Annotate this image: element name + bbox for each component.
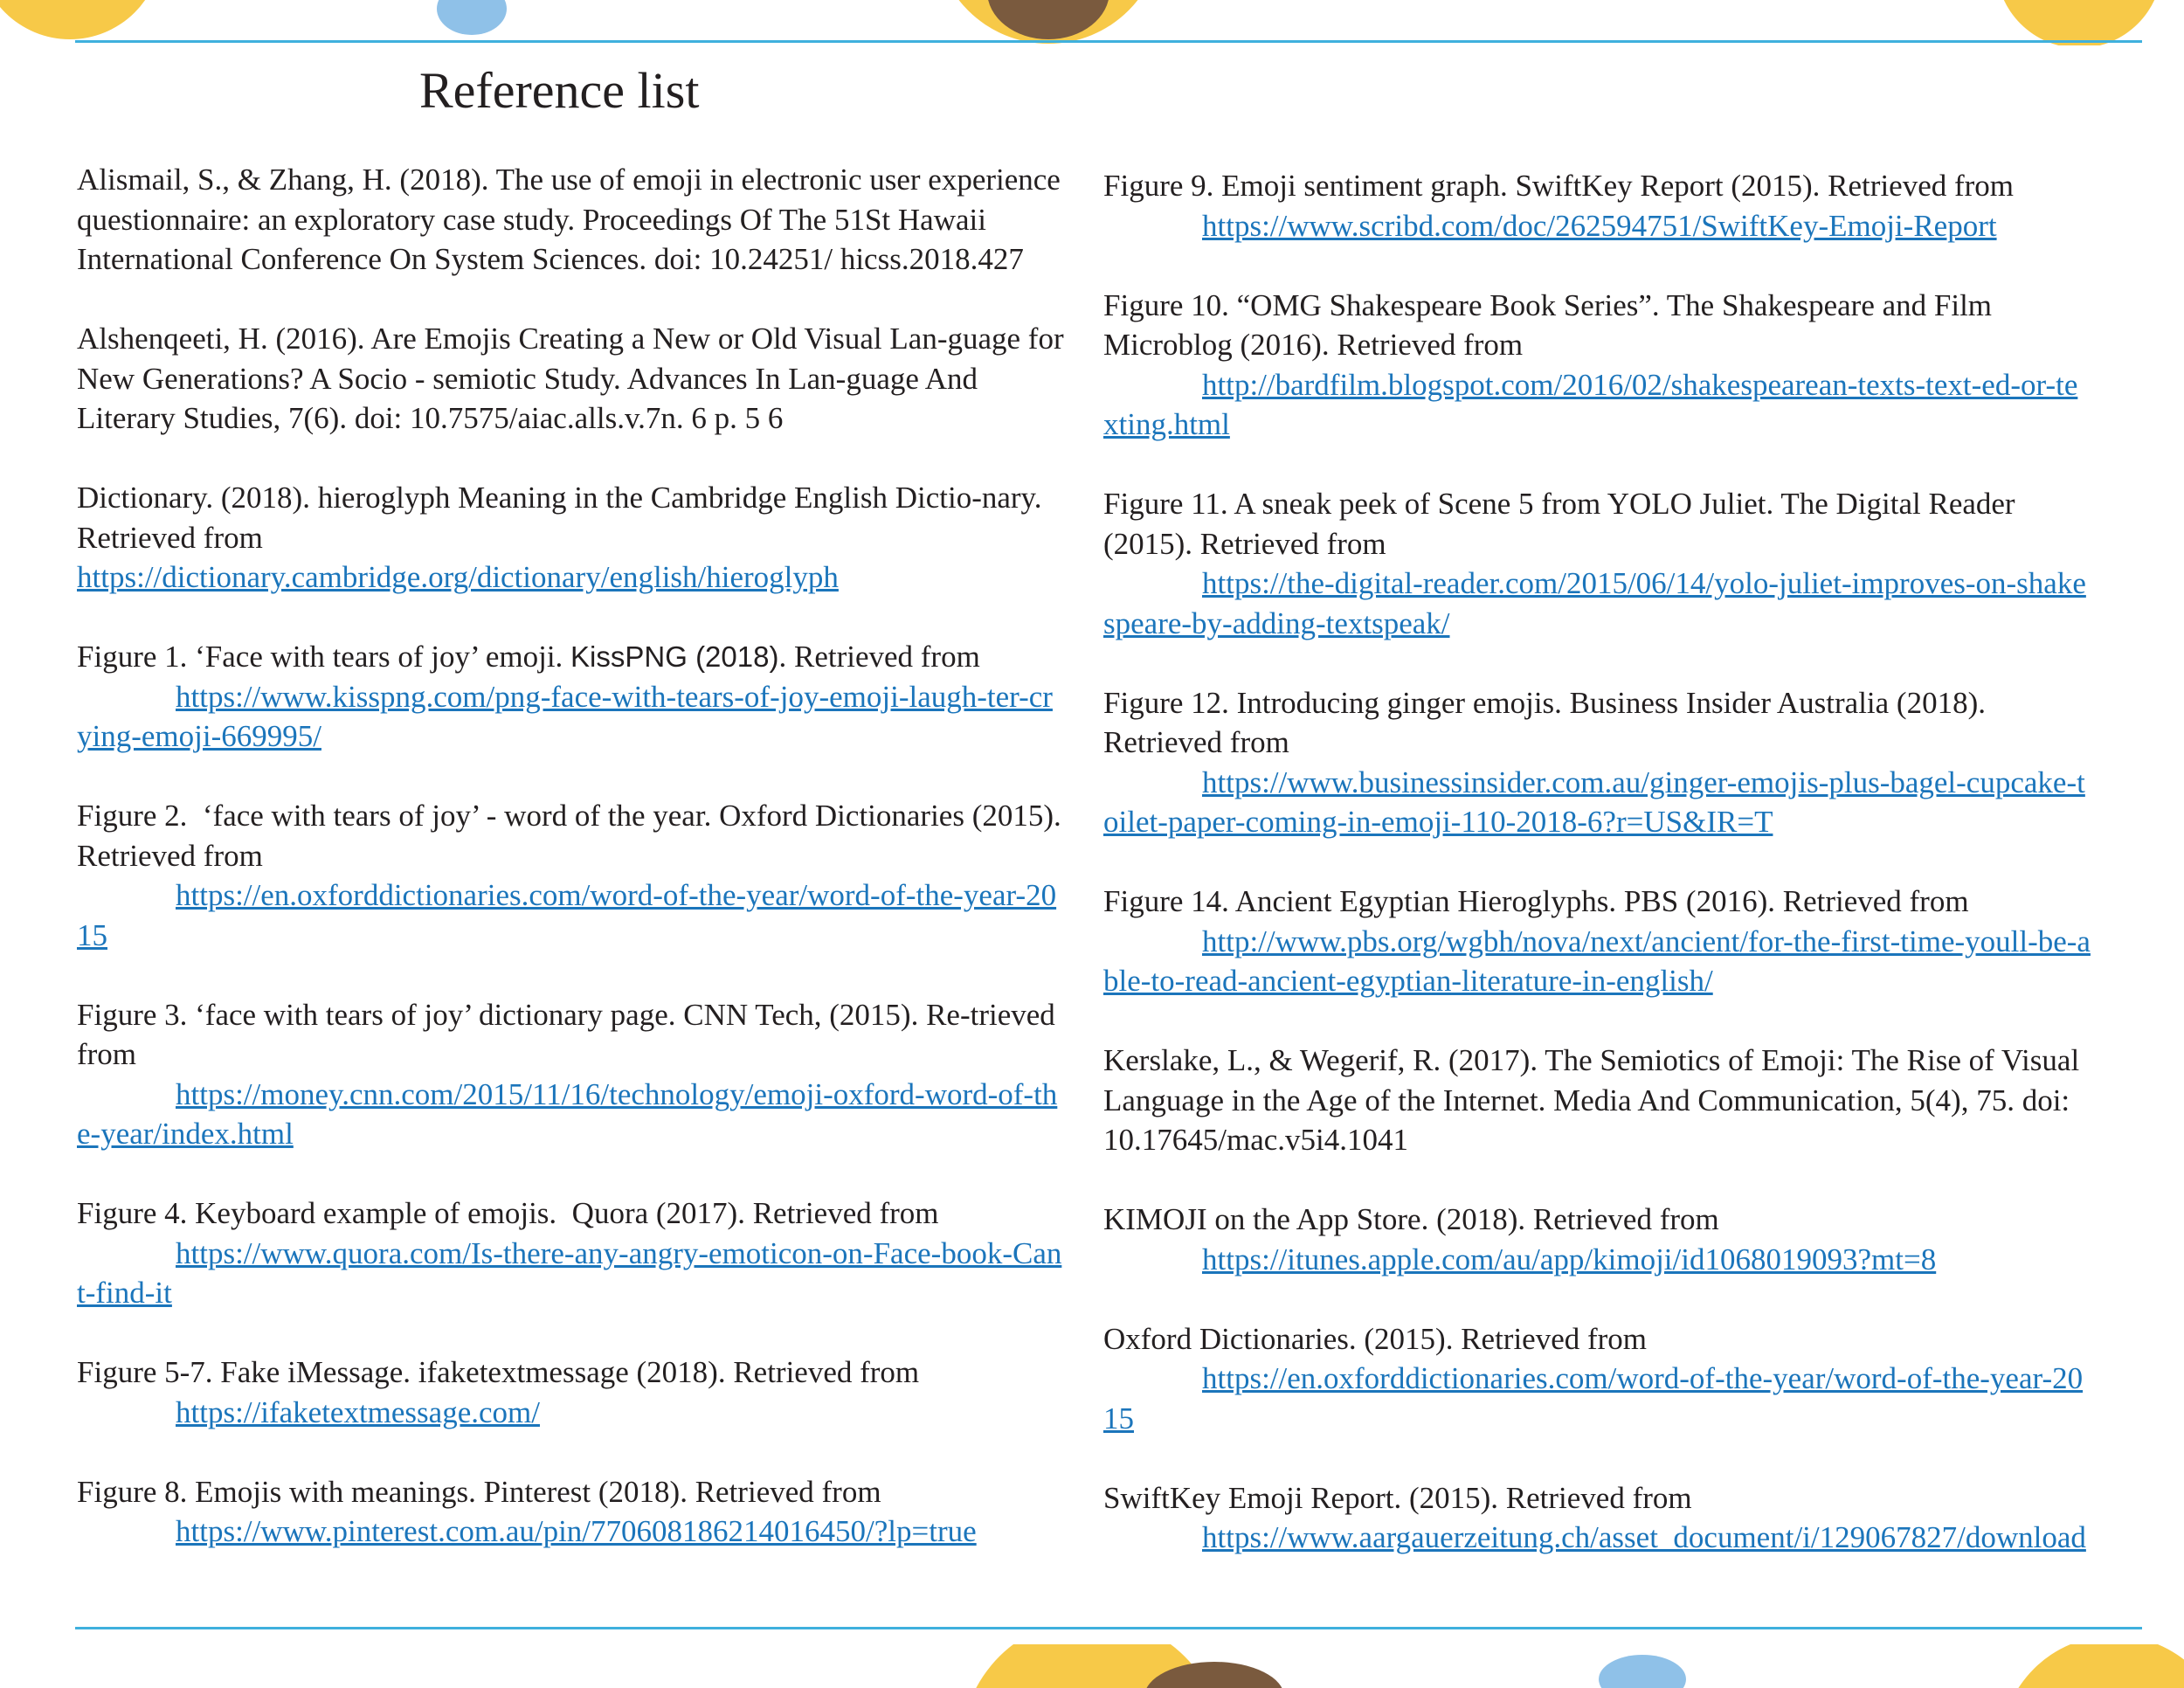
reference-entry <box>1103 484 2091 643</box>
reference-entry <box>77 1193 1064 1313</box>
reference-text: Figure 9. Emoji sentiment graph. SwiftKey Report (2015). Retrieved from <box>1103 169 2015 203</box>
reference-text: Figure 5-7. Fake iMessage. ifaketextmessage (2018). Retrieved from <box>77 1355 920 1389</box>
reference-text: Figure 8. Emojis with meanings. Pinterest (2018). Retrieved from <box>77 1474 881 1509</box>
reference-text-part: . Retrieved from <box>778 640 980 674</box>
reference-text: Figure 10. “OMG Shakespeare Book Series”. The Shakespeare and Film Microblog (2016). Retrieved from <box>1103 287 2000 362</box>
reference-entry <box>77 995 1064 1154</box>
reference-link[interactable]: https://dictionary.cambridge.org/dictionary/english/hieroglyph <box>77 560 839 594</box>
top-emoji-decoration <box>0 0 2184 45</box>
reference-text: Figure 4. Keyboard example of emojis. Quora (2017). Retrieved from <box>77 1196 939 1230</box>
reference-text: Figure 12. Introducing ginger emojis. Business Insider Australia (2018). Retrieved from <box>1103 685 1994 759</box>
emoji-face-icon <box>0 0 162 39</box>
reference-entry <box>1103 1200 2091 1279</box>
reference-entry <box>1103 1041 2091 1160</box>
left-reference-column <box>77 160 1072 1591</box>
reference-entry <box>1103 683 2091 842</box>
reference-text: Alismail, S., & Zhang, H. (2018). The use of emoji in electronic user experience questionnaire: an exploratory case study. Proceedings Of The 51St Hawaii International Conference On System Sciences. doi: 10.24251/ hicss.2018.427 <box>77 163 1068 276</box>
reference-text: Figure 3. ‘face with tears of joy’ dictionary page. CNN Tech, (2015). Re-trieved from <box>77 997 1063 1071</box>
emoji-pattern-bottom <box>0 1644 2184 1688</box>
emoji-face-icon <box>1996 0 2162 45</box>
reference-entry <box>77 1352 1064 1432</box>
page-title: Reference list <box>419 62 700 119</box>
reference-link[interactable]: https://money.cnn.com/2015/11/16/technology/emoji-oxford-word-of-the-year/index.html <box>77 1076 1058 1151</box>
top-divider <box>75 40 2142 43</box>
reference-entry <box>1103 882 2091 1001</box>
reference-entry <box>77 1472 1064 1552</box>
reference-entry <box>1103 1478 2091 1558</box>
reference-source-name: KissPNG (2018) <box>570 640 779 673</box>
reference-text: Figure 14. Ancient Egyptian Hieroglyphs. PBS (2016). Retrieved from <box>1103 884 1969 918</box>
reference-entry <box>77 478 1064 598</box>
reference-entry <box>1103 166 2091 246</box>
reference-text: Figure 2. ‘face with tears of joy’ - word of the year. Oxford Dictionaries (2015). Retrieved from <box>77 799 1069 873</box>
reference-link[interactable]: http://bardfilm.blogspot.com/2016/02/shakespearean-texts-text-ed-or-texting.html <box>1103 367 2078 441</box>
reference-link[interactable]: https://www.quora.com/Is-there-any-angry-emoticon-on-Face-book-Cant-find-it <box>77 1235 1062 1310</box>
reference-link[interactable]: http://www.pbs.org/wgbh/nova/next/ancient/for-the-first-time-youll-be-able-to-read-ancient-egyptian-literature-in-english/ <box>1103 924 2091 998</box>
reference-entry <box>77 796 1069 955</box>
reference-link[interactable]: https://en.oxforddictionaries.com/word-of-the-year/word-of-the-year-2015 <box>77 878 1057 952</box>
reference-text: Kerslake, L., & Wegerif, R. (2017). The Semiotics of Emoji: The Rise of Visual Language in the Age of the Internet. Media And Communication, 5(4), 75. doi: 10.17645/mac.v5i4.1041 <box>1103 1043 2087 1157</box>
reference-entry <box>1103 1319 2091 1439</box>
reference-text: Alshenqeeti, H. (2016). Are Emojis Creating a New or Old Visual Lan-guage for New Generations? A Socio - semiotic Study. Advances In Lan-guage And Literary Studies, 7(6). doi: 10.7575/aiac.alls.v.7n. 6 p. 5 6 <box>77 322 1072 435</box>
reference-link[interactable]: https://the-digital-reader.com/2015/06/14/yolo-juliet-improves-on-shakespeare-by-adding-textspeak/ <box>1103 566 2086 640</box>
reference-text-part: Figure 1. ‘Face with tears of joy’ emoji. <box>77 640 571 674</box>
reference-text: SwiftKey Emoji Report. (2015). Retrieved from <box>1103 1480 1692 1515</box>
right-reference-column <box>1103 166 2091 1597</box>
reference-link[interactable]: https://www.kisspng.com/png-face-with-tears-of-joy-emoji-laugh-ter-crying-emoji-669995/ <box>77 679 1053 753</box>
reference-entry <box>1103 286 2091 445</box>
tear-drop-icon <box>1599 1655 1686 1688</box>
reference-entry <box>77 319 1072 439</box>
bottom-emoji-decoration <box>0 1644 2184 1688</box>
reference-link[interactable]: https://ifaketextmessage.com/ <box>176 1394 540 1429</box>
emoji-pattern-top <box>0 0 2184 45</box>
reference-link[interactable]: https://www.pinterest.com.au/pin/770608186214016450/?lp=true <box>176 1514 977 1548</box>
reference-entry <box>77 160 1068 280</box>
tear-drop-icon <box>437 0 507 35</box>
bottom-divider <box>75 1627 2142 1629</box>
reference-entry <box>77 637 1064 757</box>
reference-link[interactable]: https://itunes.apple.com/au/app/kimoji/id1068019093?mt=8 <box>1202 1242 1937 1276</box>
reference-link[interactable]: https://www.scribd.com/doc/262594751/SwiftKey-Emoji-Report <box>1202 208 1997 243</box>
reference-link[interactable]: https://www.businessinsider.com.au/ginger-emojis-plus-bagel-cupcake-toilet-paper-coming-in-emoji-110-2018-6?r=US&IR=T <box>1103 764 2085 839</box>
reference-text: Oxford Dictionaries. (2015). Retrieved from <box>1103 1321 1648 1356</box>
reference-text: KIMOJI on the App Store. (2018). Retrieved from <box>1103 1202 1719 1236</box>
emoji-face-icon <box>2001 1644 2184 1688</box>
reference-link[interactable]: https://en.oxforddictionaries.com/word-of-the-year/word-of-the-year-2015 <box>1103 1361 2084 1435</box>
reference-link[interactable]: https://www.aargauerzeitung.ch/asset_document/i/129067827/download <box>1202 1520 2086 1554</box>
reference-text: Dictionary. (2018). hieroglyph Meaning in the Cambridge English Dictio-nary. Retrieved from <box>77 481 1050 555</box>
reference-text <box>77 637 1064 677</box>
reference-text: Figure 11. A sneak peek of Scene 5 from YOLO Juliet. The Digital Reader (2015). Retrieved from <box>1103 487 2023 561</box>
